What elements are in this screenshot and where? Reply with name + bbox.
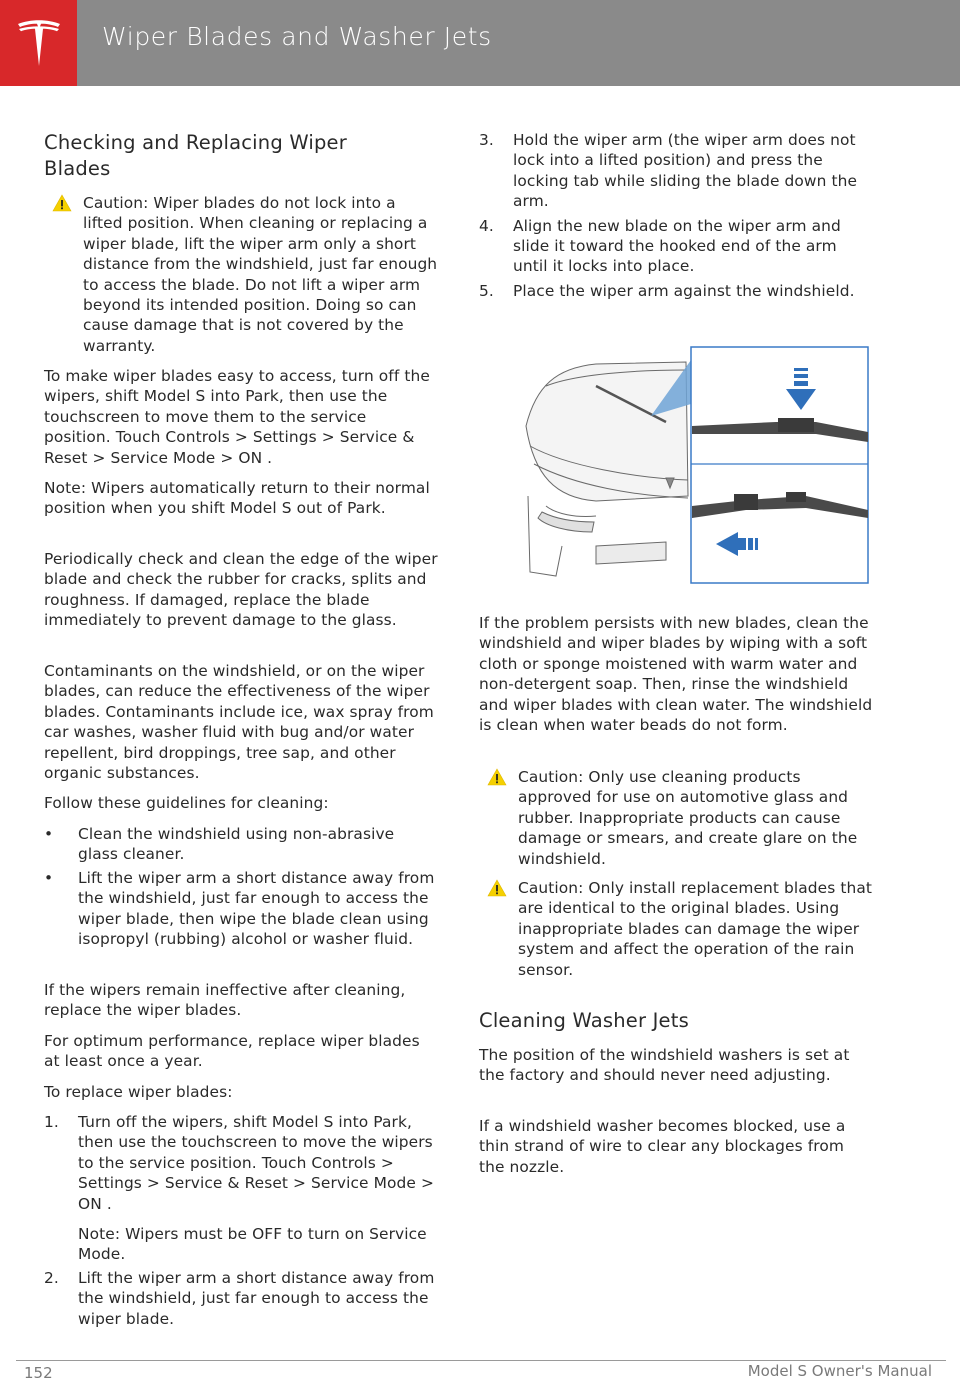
list-item: • Clean the windshield using non-abrasive glass cleaner. xyxy=(44,825,395,864)
paragraph-contaminants: Contaminants on the windshield, or on the wiper blades, can reduce the effectiveness of the wiper blades. Contaminants include ice, wax spray from car washes, washer fluid with bug and/or water repellent, bird droppings, tree sap, and other organic substances. xyxy=(44,662,434,783)
paragraph-guidelines: Follow these guidelines for cleaning: xyxy=(44,794,329,812)
caution-text: Caution: Only use cleaning products approved for use on automotive glass and rubber. Inappropriate products can cause damage or smears, and create glare on the windshield. xyxy=(518,768,858,868)
list-item: 2. Lift the wiper arm a short distance away from the windshield, just far enough to access the wiper blade. xyxy=(44,1268,435,1328)
warning-icon xyxy=(487,879,507,897)
list-item: 4. Align the new blade on the wiper arm and slide it toward the hooked end of the arm until it locks into place. xyxy=(479,216,841,276)
section-heading-wiper-blades: Checking and Replacing Wiper Blades xyxy=(44,131,347,180)
step-number: 4. xyxy=(479,216,494,235)
car-front-drawing xyxy=(526,362,688,576)
step-number: 1. xyxy=(44,1113,59,1131)
footer-divider xyxy=(16,1360,946,1361)
page-title: Wiper Blades and Washer Jets xyxy=(102,22,492,51)
paragraph-service-position: To make wiper blades easy to access, turn off the wipers, shift Model S into Park, then use the touchscreen to move them to the service position. Touch Controls > Settings > Service & Reset > Service Mode > ON . xyxy=(44,367,430,467)
manual-title: Model S Owner's Manual xyxy=(747,1362,932,1380)
bullet-marker: • xyxy=(44,825,54,843)
logo-badge xyxy=(0,0,77,86)
paragraph-to-replace: To replace wiper blades: xyxy=(44,1083,233,1101)
note-wipers-return: Note: Wipers automatically return to their normal position when you shift Model S out of Park. xyxy=(44,479,430,518)
replace-steps-list-b xyxy=(479,130,873,301)
list-item: • Lift the wiper arm a short distance away from the windshield, just far enough to access the wiper blade, then wipe the blade clean using isopropyl (rubbing) alcohol or washer fluid. xyxy=(44,868,435,949)
section-heading-washer-jets: Cleaning Washer Jets xyxy=(479,1009,689,1032)
replace-steps-list-a xyxy=(44,1112,438,1329)
wiper-replacement-illustration xyxy=(516,346,870,584)
detail-panel xyxy=(691,347,868,583)
list-item: 1. Turn off the wipers, shift Model S into Park, then use the touchscreen to move the wipers to the service position. Touch Controls > Settings > Service & Reset > Service Mode > ON . Note: Wipers must be OFF to turn on Service Mode. xyxy=(44,1112,438,1265)
caution-note xyxy=(44,193,438,356)
paragraph-washer-position: The position of the windshield washers is set at the factory and should never need adjusting. xyxy=(479,1046,850,1085)
step-number: 3. xyxy=(479,131,494,149)
warning-icon xyxy=(487,768,507,786)
step-number: 2. xyxy=(44,1268,59,1287)
caution-note xyxy=(479,878,875,980)
page-header xyxy=(0,0,960,86)
paragraph-optimum: For optimum performance, replace wiper blades at least once a year. xyxy=(44,1032,420,1071)
tesla-logo-icon xyxy=(16,18,62,68)
paragraph-washer-blocked: If a windshield washer becomes blocked, use a thin strand of wire to clear any blockages from the nozzle. xyxy=(479,1117,846,1176)
caution-text: Caution: Only install replacement blades that are identical to the original blades. Using inappropriate blades can damage the wiper system and affect the operation of the rain sensor. xyxy=(518,879,872,979)
note-service-mode: Note: Wipers must be OFF to turn on Service Mode. xyxy=(78,1225,427,1264)
caution-text: Caution: Wiper blades do not lock into a lifted position. When cleaning or replacing a wiper blade, lift the wiper arm only a short distance from the windshield, just far enough to access the blade. Do not lift a wiper arm beyond its intended position. Doing so can cause damage that is not covered by the warranty. xyxy=(83,194,438,355)
paragraph-check-clean: Periodically check and clean the edge of the wiper blade and check the rubber for cracks, splits and roughness. If damaged, replace the blade immediately to prevent damage to the glass. xyxy=(44,550,438,630)
cleaning-guidelines-list xyxy=(44,824,438,949)
caution-note xyxy=(479,767,875,869)
step-number: 5. xyxy=(479,281,494,300)
paragraph-ineffective: If the wipers remain ineffective after cleaning, replace the wiper blades. xyxy=(44,981,406,1020)
bullet-marker: • xyxy=(44,868,54,887)
list-item: 3. Hold the wiper arm (the wiper arm does not lock into a lifted position) and press the locking tab while sliding the blade down the arm. xyxy=(479,131,858,211)
page-number: 152 xyxy=(24,1364,53,1382)
warning-icon xyxy=(52,194,72,212)
list-item: 5. Place the wiper arm against the windshield. xyxy=(479,281,855,300)
paragraph-problem-persists: If the problem persists with new blades, clean the windshield and wiper blades by wiping with a soft cloth or sponge moistened with warm water and non-detergent soap. Then, rinse the windshield and wiper blades with clean water. The windshield is clean when water beads do not form. xyxy=(479,614,873,735)
